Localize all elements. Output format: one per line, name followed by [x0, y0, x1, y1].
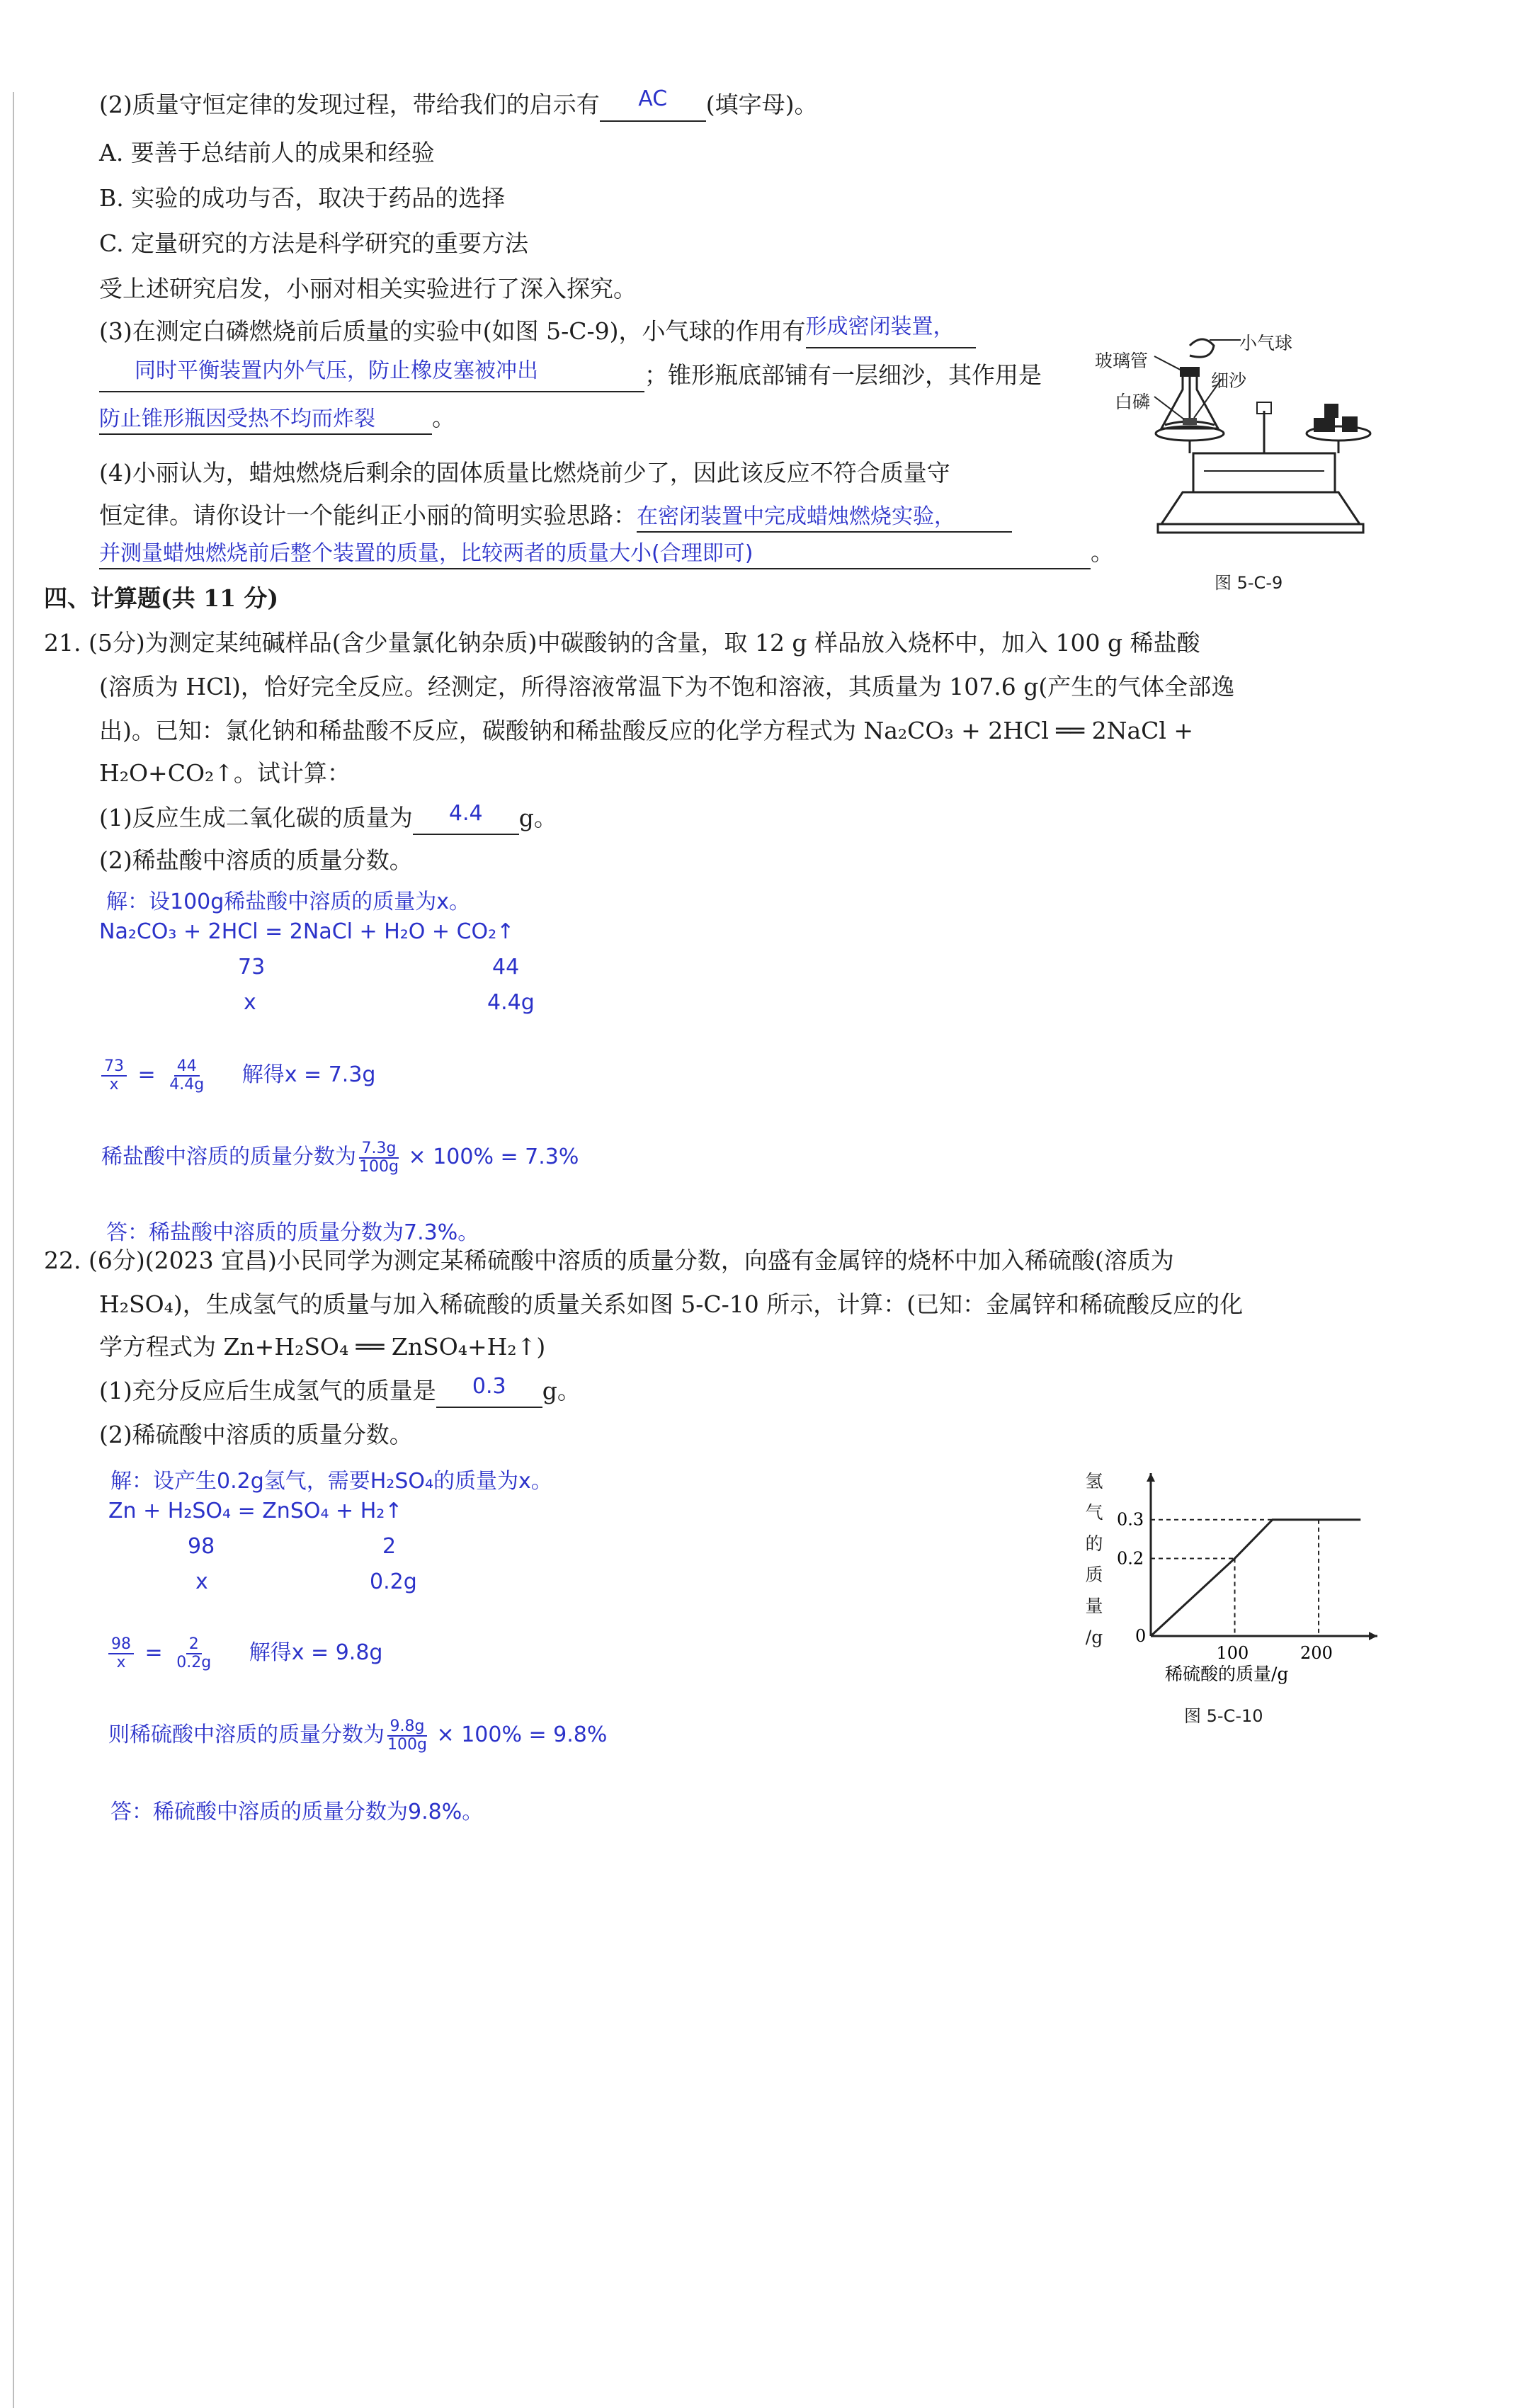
q22-ratio-0-2g: 0.2g [370, 1569, 417, 1594]
q21-ratio-4-4g: 4.4g [487, 990, 535, 1015]
x-tick-label: 100 [1216, 1643, 1249, 1663]
fig10-ylabel: 氢 气 的 质 量 /g [1085, 1471, 1103, 1647]
q22-ratio-98: 98 [188, 1534, 215, 1559]
y-tick-label: 0.2 [1117, 1548, 1144, 1569]
q20-part2-answer: AC [638, 86, 668, 111]
q21-ratio-73: 73 [238, 955, 266, 979]
q20-part3-answer3: 防止锥形瓶因受热不均而炸裂 [99, 407, 375, 431]
q22-part2: (2)稀硫酸中溶质的质量分数。 [99, 1421, 413, 1448]
fig9-label-phosphorus: 白磷 [1115, 392, 1151, 412]
q20-part4-answer1: 在密闭装置中完成蜡烛燃烧实验， [637, 504, 955, 529]
page-margin-line [13, 92, 14, 2408]
q21-result: 稀盐酸中溶质的质量分数为 $\frac{7.3g}{100g}$ × 100% = 7.3% [101, 1139, 579, 1176]
q20-part3-line1: (3)在测定白磷燃烧前后质量的实验中(如图 5-C-9)，小气球的作用有形成密闭装置， [99, 317, 976, 348]
q20-part3-line2: 同时平衡装置内外气压，防止橡皮塞被冲出 ；锥形瓶底部铺有一层细沙，其作用是 [99, 361, 1042, 392]
q20-part4-line1: (4)小丽认为，蜡烛燃烧后剩余的固体质量比燃烧前少了，因此该反应不符合质量守 [99, 459, 950, 487]
figure-5-c-10 [1080, 1459, 1399, 1686]
fig10-caption: 图 5-C-10 [1184, 1706, 1263, 1726]
q20-part4-answer2: 并测量蜡烛燃烧前后整个装置的质量，比较两者的质量大小(合理即可) [99, 541, 754, 566]
x-tick-label: 200 [1300, 1643, 1333, 1663]
q20-option-c: C. 定量研究的方法是科学研究的重要方法 [99, 229, 529, 257]
q22-ratio-x: x [195, 1569, 208, 1594]
q22-part1-answer: 0.3 [472, 1374, 506, 1399]
q22-equation: Zn + H₂SO₄ = ZnSO₄ + H₂↑ [108, 1499, 403, 1523]
q21-part1-answer: 4.4 [448, 801, 483, 826]
hydrogen-mass-chart [1080, 1459, 1399, 1686]
q21-ratio-x: x [244, 990, 256, 1015]
x-axis-title: 稀硫酸的质量/g [1165, 1664, 1289, 1684]
q22-answer: 答：稀硫酸中溶质的质量分数为9.8%。 [110, 1800, 484, 1824]
q22-line3: 学方程式为 Zn+H₂SO₄ ══ ZnSO₄+H₂↑) [99, 1333, 546, 1361]
q20-part3-line3: 防止锥形瓶因受热不均而炸裂 。 [99, 404, 455, 435]
q21-line3: 出)。已知：氯化钠和稀盐酸不反应，碳酸钠和稀盐酸反应的化学方程式为 Na₂CO₃ + 2HCl ══ 2NaCl + [99, 717, 1194, 744]
x-axis-arrow [1369, 1632, 1377, 1640]
q20-part3-answer1: 形成密闭装置， [805, 314, 955, 339]
q20-inspire: 受上述研究启发，小丽对相关实验进行了深入探究。 [99, 275, 637, 302]
q21-part1: (1)反应生成二氧化碳的质量为 4.4 g。 [99, 804, 557, 835]
q21-line2: (溶质为 HCl)，恰好完全反应。经测定，所得溶液常温下为不饱和溶液，其质量为 107.6 g(产生的气体全部逸 [99, 673, 1235, 700]
q20-option-b: B. 实验的成功与否，取决于药品的选择 [99, 184, 506, 212]
q22-solution-intro: 解：设产生0.2g氢气，需要H₂SO₄的质量为x。 [110, 1469, 552, 1494]
figure-5-c-9 [1095, 312, 1402, 560]
origin-label: 0 [1135, 1626, 1147, 1646]
q20-part4-line3: 并测量蜡烛燃烧前后整个装置的质量，比较两者的质量大小(合理即可) 。 [99, 538, 1114, 569]
q21-answer: 答：稀盐酸中溶质的质量分数为7.3%。 [106, 1220, 479, 1245]
fig9-label-balloon: 小气球 [1239, 333, 1293, 353]
q22-part1: (1)充分反应后生成氢气的质量是 0.3 g。 [99, 1377, 581, 1408]
q20-option-a: A. 要善于总结前人的成果和经验 [99, 139, 435, 166]
q21-line1: 21. (5分)为测定某纯碱样品(含少量氯化钠杂质)中碳酸钠的含量，取 12 g 样品放入烧杯中，加入 100 g 稀盐酸 [44, 629, 1200, 657]
q20-part2: (2)质量守恒定律的发现过程，带给我们的启示有 AC (填字母)。 [99, 91, 818, 122]
q22-line1: 22. (6分)(2023 宜昌)小民同学为测定某稀硫酸中溶质的质量分数，向盛有金属锌的烧杯中加入稀硫酸(溶质为 [44, 1246, 1174, 1274]
fig9-label-sand: 细沙 [1211, 370, 1247, 391]
q22-ratio-2: 2 [382, 1534, 397, 1559]
q21-proportion: $\frac{73}{x}$ = $\frac{44}{4.4g}$ 解得x = 7.3g [101, 1057, 375, 1094]
q21-line4: H₂O+CO₂↑。试计算： [99, 759, 351, 787]
series-line [1151, 1520, 1360, 1636]
section4-title: 四、计算题(共 11 分) [44, 584, 279, 612]
q21-ratio-44: 44 [492, 955, 520, 979]
q22-result: 则稀硫酸中溶质的质量分数为 $\frac{9.8g}{100g}$ × 100% = 9.8% [108, 1717, 608, 1754]
q21-solution-intro: 解：设100g稀盐酸中溶质的质量为x。 [106, 890, 471, 914]
y-axis-arrow [1147, 1473, 1155, 1482]
q22-proportion: $\frac{98}{x}$ = $\frac{2}{0.2g}$ 解得x = 9.8g [108, 1635, 382, 1671]
q22-line2: H₂SO₄)，生成氢气的质量与加入稀硫酸的质量关系如图 5-C-10 所示，计算：(已知：金属锌和稀硫酸反应的化 [99, 1290, 1244, 1318]
y-tick-label: 0.3 [1117, 1509, 1144, 1530]
fig9-caption: 图 5-C-9 [1215, 573, 1283, 593]
q21-part2: (2)稀盐酸中溶质的质量分数。 [99, 846, 413, 874]
fig9-label-tube: 玻璃管 [1095, 351, 1149, 371]
q21-equation: Na₂CO₃ + 2HCl = 2NaCl + H₂O + CO₂↑ [99, 919, 515, 944]
q20-part4-line2: 恒定律。请你设计一个能纠正小丽的简明实验思路：在密闭装置中完成蜡烛燃烧实验， [99, 501, 1012, 533]
q20-part3-answer2: 同时平衡装置内外气压，防止橡皮塞被冲出 [135, 358, 538, 383]
